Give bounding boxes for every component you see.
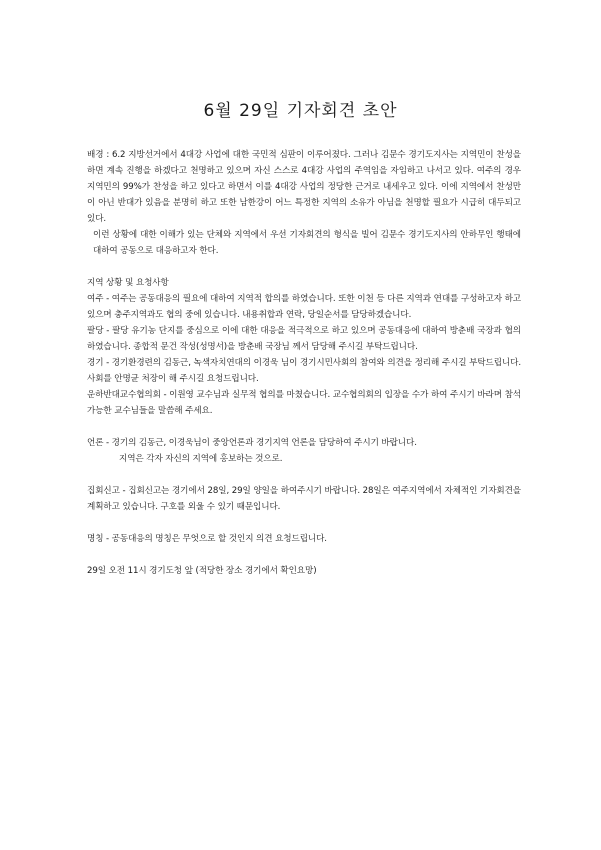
item-professors: 운하반대교수협의회 - 이원영 교수님과 실무적 협의를 마쳤습니다. 교수협의회의 입장을 수가 하여 주시기 바라며 참석 가능한 교수님들을 말씀해 주세요. xyxy=(87,390,521,416)
item-press: 언론 - 경기의 김동근, 이경욱님이 중앙언론과 경기지역 언론을 담당하여 주시기 바랍니다. xyxy=(87,438,417,448)
spacer xyxy=(87,547,521,563)
item-gyeonggi: 경기 - 경기환경련의 김동근, 녹색자치연대의 이경욱 님이 경기시민사회의 참여와 의견을 정리해 주시길 부탁드립니다. 사회를 안명균 처장이 해 주시길 요청드립니다. xyxy=(87,358,521,384)
item-rally-report: 집회신고 - 집회신고는 경기에서 28일, 29일 양일을 하여주시기 바랍니다. 28일은 여주지역에서 자체적인 기자회견을 계획하고 있습니다. 구호를 외울 수 있기 때문입니다. xyxy=(87,486,521,512)
background-paragraph-2: 이런 상황에 대한 이해가 있는 단체와 지역에서 우선 기자회견의 형식을 빌어 김문수 경기도지사의 안하무인 행태에 대하여 공동으로 대응하고자 한다. xyxy=(93,230,521,256)
item-schedule: 29일 오전 11시 경기도청 앞 (적당한 장소 경기에서 확인요망) xyxy=(87,566,317,576)
document-title: 6월 29일 기자회견 초안 xyxy=(203,101,398,121)
spacer xyxy=(87,515,521,531)
spacer xyxy=(87,467,521,483)
item-press-note: 지역은 각자 자신의 지역에 홍보하는 것으로. xyxy=(119,454,283,464)
item-paldang: 팔당 - 팔당 유기농 단지를 중심으로 이에 대한 대응을 적극적으로 하고 있으며 공동대응에 대하여 방춘배 국장과 협의 하였습니다. 종합적 문건 작성(성명서)을 방춘배 국장님 께서 담당해 주시길 부탁드립니다. xyxy=(87,326,521,352)
background-paragraph: 배경 : 6.2 지방선거에서 4대강 사업에 대한 국민적 심판이 이루어졌다. 그러나 김문수 경기도지사는 지역민이 찬성을 하면 계속 진행을 하겠다고 천명하고 있으며 자신 스스로 4대강 사업의 주역임을 자임하고 나서고 있다. 여주의 경우 지역민의 99%가 찬성을 하고 있다고 하면서 이를 4대강 사업의 정당한 근거로 내세우고 있다. 이에 지역에서 찬성만이 아닌 반대가 있음을 분명히 하고 또한 남한강이 어느 특정한 지역의 소유가 아님을 천명할 필요가 시급히 대두되고 있다. xyxy=(87,150,521,224)
spacer xyxy=(87,259,521,275)
item-yeoju: 여주 - 여주는 공동대응의 필요에 대하여 지역적 합의를 하였습니다. 또한 이천 등 다른 지역과 연대를 구성하고자 하고 있으며 충주지역과도 협의 중에 있습니다. 내용취합과 연락, 당일순서를 담당하겠습니다. xyxy=(87,294,521,320)
spacer xyxy=(87,419,521,435)
document-body xyxy=(87,147,521,579)
item-naming: 명칭 - 공동대응의 명칭은 무엇으로 할 것인지 의견 요청드립니다. xyxy=(87,534,327,544)
section-heading: 지역 상황 및 요청사항 xyxy=(87,278,169,288)
